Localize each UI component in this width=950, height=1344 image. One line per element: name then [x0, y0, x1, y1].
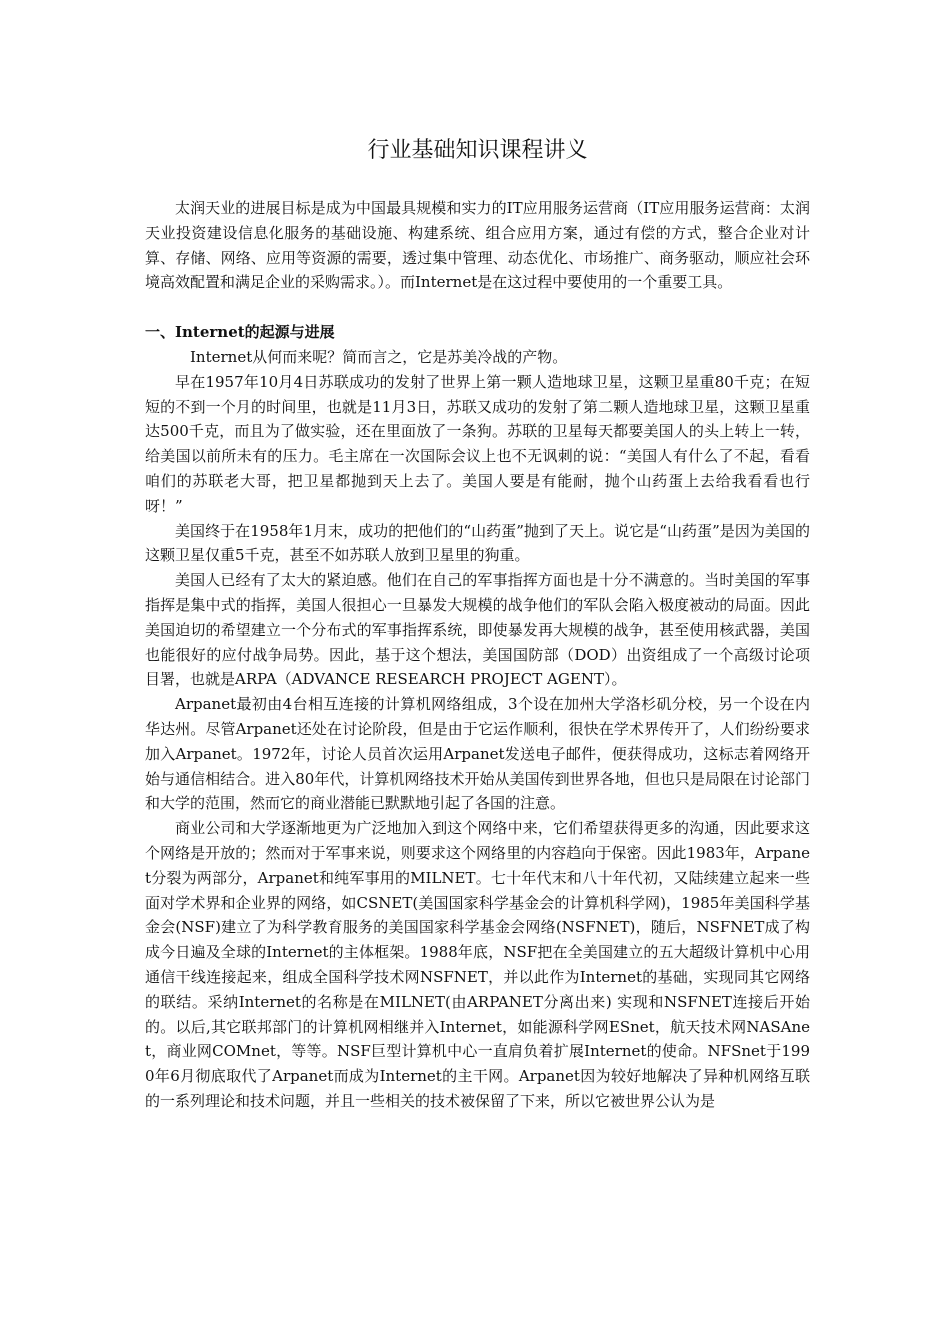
body-paragraph-3: 美国终于在1958年1月末，成功的把他们的“山药蛋”抛到了天上。说它是“山药蛋”是因为美国的这颗卫星仅重5千克，甚至不如苏联人放到卫星里的狗重。 [145, 521, 810, 565]
document-body [145, 134, 810, 1114]
body-paragraph-6: 商业公司和大学逐渐地更为广泛地加入到这个网络中来，它们希望获得更多的沟通，因此要求这个网络是开放的；然而对于军事来说，则要求这个网络里的内容趋向于保密。因此1983年，Arpanet分裂为两部分，Arpanet和纯军事用的MILNET。七十年代末和八十年代初，又陆续建立起来一些面对学术界和企业界的网络，如CSNET(美国国家科学基金会的计算机科学网)，1985年美国科学基金会(NSF)建立了为科学教育服务的美国国家科学基金会网络(NSFNET)，随后，NSFNET成了构成今日遍及全球的Internet的主体框架。1988年底，NSF把在全美国建立的五大超级计算机中心用通信干线连接起来，组成全国科学技术网NSFNET，并以此作为Internet的基础，实现同其它网络的联结。采纳Internet的名称是在MILNET(由ARPANET分离出来) 实现和NSFNET连接后开始的。以后,其它联邦部门的计算机网相继并入Internet，如能源科学网ESnet，航天技术网NASAnet，商业网COMnet，等等。NSF巨型计算机中心一直肩负着扩展Internet的使命。NFSnet于1990年6月彻底取代了Arpanet而成为Internet的主干网。Arpanet因为较好地解决了异种机网络互联的一系列理论和技术问题，并且一些相关的技术被保留了下来，所以它被世界公认为是 [145, 819, 810, 1110]
body-paragraph-2: 早在1957年10月4日苏联成功的发射了世界上第一颗人造地球卫星，这颗卫星重80千克；在短短的不到一个月的时间里，也就是11月3日，苏联又成功的发射了第二颗人造地球卫星，这颗卫星重达500千克，而且为了做实验，还在里面放了一条狗。苏联的卫星每天都要美国人的头上转上一转，给美国以前所未有的压力。毛主席在一次国际会议上也不无讽刺的说：“美国人有什么了不起，看看咱们的苏联老大哥，把卫星都抛到天上去了。美国人要是有能耐，抛个山药蛋上去给我看看也行呀！” [145, 372, 810, 515]
body-paragraph-4: 美国人已经有了太大的紧迫感。他们在自己的军事指挥方面也是十分不满意的。当时美国的军事指挥是集中式的指挥，美国人很担心一旦暴发大规模的战争他们的军队会陷入极度被动的局面。因此美国迫切的希望建立一个分布式的军事指挥系统，即使暴发再大规模的战争，甚至使用核武器，美国也能很好的应付战争局势。因此，基于这个想法，美国国防部（DOD）出资组成了一个高级讨论项目署，也就是ARPA（ADVANCE RESEARCH PROJECT AGENT）。 [145, 571, 810, 689]
body-paragraph-5: Arpanet最初由4台相互连接的计算机网络组成，3个设在加州大学洛杉矶分校，另一个设在内华达州。尽管Arpanet还处在讨论阶段，但是由于它运作顺利，很快在学术界传开了，人们纷纷要求加入Arpanet。1972年，讨论人员首次运用Arpanet发送电子邮件，便获得成功，这标志着网络开始与通信相结合。进入80年代，计算机网络技术开始从美国传到世界各地，但也只是局限在讨论部门和大学的范围，然而它的商业潜能已默默地引起了各国的注意。 [145, 695, 810, 813]
document-title: 行业基础知识课程讲义 [367, 138, 588, 163]
body-paragraph-1: Internet从何而来呢？简而言之，它是苏美冷战的产物。 [190, 347, 568, 366]
intro-paragraph: 太润天业的进展目标是成为中国最具规模和实力的IT应用服务运营商（IT应用服务运营商：太润天业投资建设信息化服务的基础设施、构建系统、组合应用方案，通过有偿的方式，整合企业对计算、存储、网络、应用等资源的需要，透过集中管理、动态优化、市场推广、商务驱动，顺应社会环境高效配置和满足企业的采购需求。）。而Internet是在这过程中要使用的一个重要工具。 [145, 199, 810, 292]
section-heading: 一、Internet的起源与进展 [145, 323, 335, 342]
